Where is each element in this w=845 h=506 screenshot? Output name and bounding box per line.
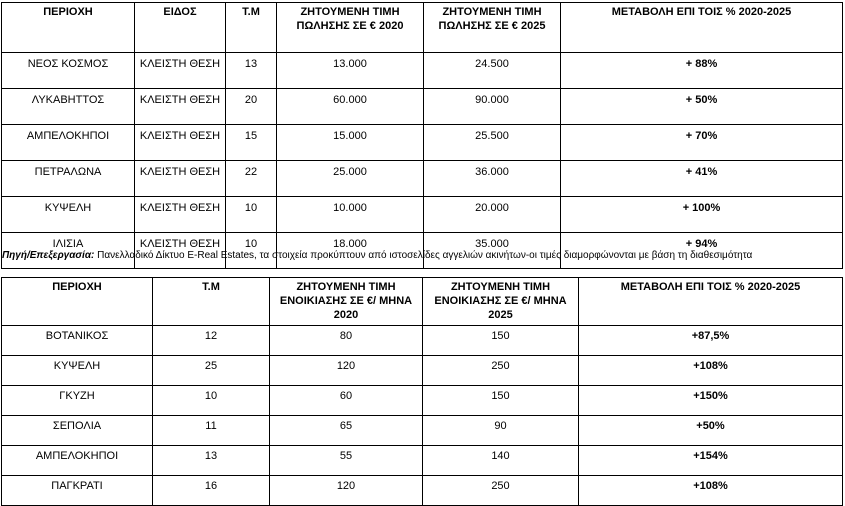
cell-rent-2020: 80 (270, 326, 423, 356)
cell-sqm: 12 (153, 326, 270, 356)
table-row (2, 89, 843, 125)
cell-change: + 41% (561, 161, 843, 197)
cell-sqm: 10 (153, 386, 270, 416)
cell-type: ΚΛΕΙΣΤΗ ΘΕΣΗ (135, 125, 226, 161)
cell-rent-2020: 65 (270, 416, 423, 446)
cell-price-2025: 35.000 (424, 233, 561, 269)
cell-rent-2025: 250 (423, 476, 579, 506)
table-row (2, 326, 843, 356)
cell-change: +150% (579, 386, 843, 416)
cell-change: + 70% (561, 125, 843, 161)
table-row (2, 446, 843, 476)
header-change: ΜΕΤΑΒΟΛΗ ΕΠΙ ΤΟΙΣ % 2020-2025 (579, 278, 843, 326)
sale-price-table (1, 2, 843, 269)
table-row (2, 386, 843, 416)
cell-type: ΚΛΕΙΣΤΗ ΘΕΣΗ (135, 197, 226, 233)
cell-sqm: 16 (153, 476, 270, 506)
header-sqm: Τ.Μ (226, 3, 277, 53)
table-row (2, 125, 843, 161)
header-change: ΜΕΤΑΒΟΛΗ ΕΠΙ ΤΟΙΣ % 2020-2025 (561, 3, 843, 53)
header-area: ΠΕΡΙΟΧΗ (2, 278, 153, 326)
cell-sqm: 25 (153, 356, 270, 386)
cell-type: ΚΛΕΙΣΤΗ ΘΕΣΗ (135, 161, 226, 197)
cell-price-2020: 18.000 (277, 233, 424, 269)
cell-price-2020: 15.000 (277, 125, 424, 161)
cell-sqm: 20 (226, 89, 277, 125)
table-header-row (2, 3, 843, 53)
cell-change: +108% (579, 476, 843, 506)
cell-rent-2025: 150 (423, 386, 579, 416)
cell-change: +154% (579, 446, 843, 476)
cell-rent-2020: 60 (270, 386, 423, 416)
cell-area: ΝΕΟΣ ΚΟΣΜΟΣ (2, 53, 135, 89)
table-header-row (2, 278, 843, 326)
cell-area: ΓΚΥΖΗ (2, 386, 153, 416)
header-price-2020: ΖΗΤΟΥΜΕΝΗ ΤΙΜΗ ΠΩΛΗΣΗΣ ΣΕ € 2020 (277, 3, 424, 53)
cell-sqm: 15 (226, 125, 277, 161)
cell-area: ΒΟΤΑΝΙΚΟΣ (2, 326, 153, 356)
cell-price-2025: 36.000 (424, 161, 561, 197)
table-row (2, 161, 843, 197)
table-row (2, 416, 843, 446)
cell-price-2025: 20.000 (424, 197, 561, 233)
cell-change: + 100% (561, 197, 843, 233)
table-row (2, 53, 843, 89)
source-note (2, 250, 752, 262)
cell-area: ΙΛΙΣΙΑ (2, 233, 135, 269)
cell-area: ΚΥΨΕΛΗ (2, 197, 135, 233)
cell-type: ΚΛΕΙΣΤΗ ΘΕΣΗ (135, 233, 226, 269)
table-row (2, 197, 843, 233)
header-rent-2020: ΖΗΤΟΥΜΕΝΗ ΤΙΜΗ ΕΝΟΙΚΙΑΣΗΣ ΣΕ €/ ΜΗΝΑ 2020 (270, 278, 423, 326)
cell-sqm: 10 (226, 233, 277, 269)
cell-type: ΚΛΕΙΣΤΗ ΘΕΣΗ (135, 89, 226, 125)
cell-sqm: 13 (226, 53, 277, 89)
cell-type: ΚΛΕΙΣΤΗ ΘΕΣΗ (135, 53, 226, 89)
cell-area: ΑΜΠΕΛΟΚΗΠΟΙ (2, 125, 135, 161)
cell-price-2020: 25.000 (277, 161, 424, 197)
cell-rent-2025: 90 (423, 416, 579, 446)
cell-price-2025: 25.500 (424, 125, 561, 161)
cell-price-2020: 10.000 (277, 197, 424, 233)
cell-area: ΑΜΠΕΛΟΚΗΠΟΙ (2, 446, 153, 476)
cell-sqm: 10 (226, 197, 277, 233)
cell-sqm: 22 (226, 161, 277, 197)
cell-price-2025: 24.500 (424, 53, 561, 89)
cell-rent-2025: 250 (423, 356, 579, 386)
cell-area: ΚΥΨΕΛΗ (2, 356, 153, 386)
cell-sqm: 11 (153, 416, 270, 446)
cell-area: ΣΕΠΟΛΙΑ (2, 416, 153, 446)
header-area: ΠΕΡΙΟΧΗ (2, 3, 135, 53)
cell-price-2020: 13.000 (277, 53, 424, 89)
header-rent-2025: ΖΗΤΟΥΜΕΝΗ ΤΙΜΗ ΕΝΟΙΚΙΑΣΗΣ ΣΕ €/ ΜΗΝΑ 2025 (423, 278, 579, 326)
table-row (2, 356, 843, 386)
cell-change: + 94% (561, 233, 843, 269)
cell-area: ΠΑΓΚΡΑΤΙ (2, 476, 153, 506)
cell-rent-2020: 120 (270, 476, 423, 506)
table-row (2, 476, 843, 506)
source-text: Πανελλαδικό Δίκτυο E-Real Estates, τα στοιχεία προκύπτουν από ιστοσελίδες αγγελιών ακινήτων-οι τιμές διαμορφώνονται με βάση τη διαθεσιμότητα (94, 250, 753, 261)
cell-sqm: 13 (153, 446, 270, 476)
header-sqm: Τ.Μ (153, 278, 270, 326)
header-type: ΕΙΔΟΣ (135, 3, 226, 53)
cell-rent-2020: 120 (270, 356, 423, 386)
cell-change: +50% (579, 416, 843, 446)
cell-change: +108% (579, 356, 843, 386)
cell-change: + 88% (561, 53, 843, 89)
header-price-2025: ΖΗΤΟΥΜΕΝΗ ΤΙΜΗ ΠΩΛΗΣΗΣ ΣΕ € 2025 (424, 3, 561, 53)
cell-change: + 50% (561, 89, 843, 125)
cell-rent-2025: 140 (423, 446, 579, 476)
cell-change: +87,5% (579, 326, 843, 356)
cell-area: ΠΕΤΡΑΛΩΝΑ (2, 161, 135, 197)
cell-area: ΛΥΚΑΒΗΤΤΟΣ (2, 89, 135, 125)
cell-rent-2025: 150 (423, 326, 579, 356)
cell-rent-2020: 55 (270, 446, 423, 476)
rent-price-table (1, 277, 843, 506)
cell-price-2020: 60.000 (277, 89, 424, 125)
source-label: Πηγή/Επεξεργασία: (2, 250, 95, 261)
cell-price-2025: 90.000 (424, 89, 561, 125)
